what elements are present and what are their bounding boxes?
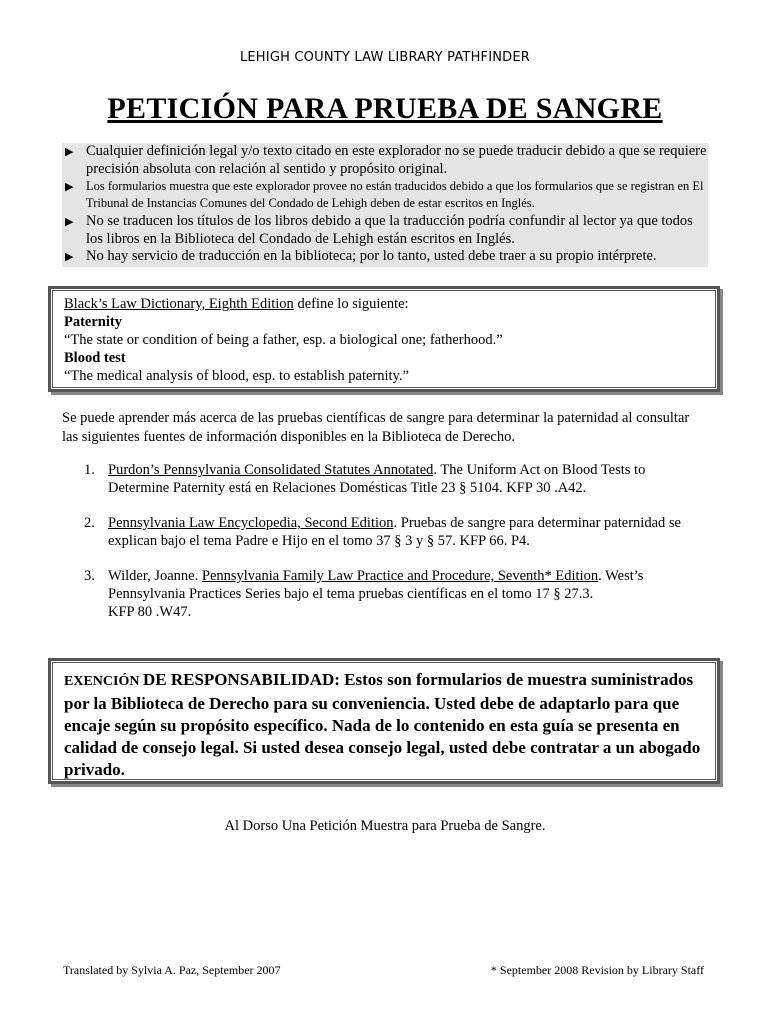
resource-item: [84, 567, 704, 621]
notice-item: [62, 248, 708, 266]
triangle-right-icon: ▶: [65, 215, 74, 228]
back-page-note: Al Dorso Una Petición Muestra para Prueba de Sangre.: [224, 818, 546, 834]
definition-paternity: “The state or condition of being a father, esp. a biological one; fatherhood.”: [64, 332, 503, 348]
translation-notice: [62, 143, 708, 267]
term-blood-test: Blood test: [64, 350, 126, 366]
resource-call-number: KFP 80 .W47.: [108, 604, 192, 620]
notice-item: [62, 143, 708, 178]
footer-translator: Translated by Sylvia A. Paz, September 2007: [63, 963, 281, 977]
definition-source: [64, 295, 503, 313]
notice-item: [62, 178, 708, 212]
notice-item: [62, 213, 708, 248]
disclaimer-box: [48, 658, 720, 784]
dictionary-suffix: define lo siguiente:: [293, 296, 409, 312]
dictionary-title: Black’s Law Dictionary, Eighth Edition: [64, 296, 294, 312]
resource-title: Pennsylvania Family Law Practice and Procedure, Seventh* Edition: [201, 568, 599, 584]
resource-number: 2.: [84, 515, 95, 531]
resource-number: 3.: [84, 568, 95, 584]
resource-number: 1.: [84, 462, 95, 478]
disclaimer-lead: EXENCIÓN: [64, 674, 143, 689]
triangle-right-icon: ▶: [65, 250, 74, 263]
resource-list: [84, 461, 704, 638]
triangle-right-icon: ▶: [65, 145, 74, 158]
resource-title: Purdon’s Pennsylvania Consolidated Statutes Annotated: [108, 462, 434, 478]
resource-text: . Pruebas de sangre para determinar paternidad se explican bajo el tema Padre e Hijo en el tomo 37 § 3 y § 57. KFP 66. P4.: [108, 515, 681, 549]
definitions-box: [48, 286, 720, 392]
intro-paragraph: Se puede aprender más acerca de las pruebas científicas de sangre para determinar la paternidad al consultar las siguientes fuentes de información disponibles en la Biblioteca de Derecho.: [62, 410, 690, 445]
resource-text: . West’s Pennsylvania Practices Series bajo el tema pruebas científicas en el tomo 17 § 27.3.: [108, 568, 644, 602]
resource-prefix: Wilder, Joanne.: [108, 568, 202, 584]
disclaimer-text: [64, 669, 704, 781]
page-title: PETICIÓN PARA PRUEBA DE SANGRE: [107, 92, 663, 125]
resource-item: [84, 514, 704, 550]
notice-text: Cualquier definición legal y/o texto citado en este explorador no se puede traducir debido a que se requiere precisión absoluta con relación al sentido y propósito original.: [86, 143, 707, 177]
resource-title: Pennsylvania Law Encyclopedia, Second Edition: [108, 515, 394, 531]
footer-revision: * September 2008 Revision by Library Staff: [490, 963, 704, 977]
resource-item: [84, 461, 704, 497]
disclaimer-body: DE RESPONSABILIDAD: Estos son formularios de muestra suministrados por la Biblioteca de Derecho para su conveniencia. Usted debe de adaptarlo para que encaje según su propósito específico. Nada de lo contenido en esta guía se presenta en calidad de consejo legal. Si usted desea consejo legal, usted debe contratar a un abogado privado.: [64, 670, 701, 779]
term-paternity: Paternity: [64, 314, 122, 330]
notice-text: No hay servicio de traducción en la biblioteca; por lo tanto, usted debe traer a su propio intérprete.: [86, 248, 657, 264]
notice-text: No se traducen los títulos de los libros debido a que la traducción podría confundir al lector ya que todos los libros en la Biblioteca del Condado de Lehigh están escritos en Inglés.: [86, 213, 693, 247]
notice-text: Los formularios muestra que este explorador provee no están traducidos debido a que los formularios que se registran en El Tribunal de Instancias Comunes del Condado de Lehigh deben de estar escritos en Inglés.: [86, 179, 704, 210]
document-header: LEHIGH COUNTY LAW LIBRARY PATHFINDER: [239, 50, 531, 65]
resource-text: . The Uniform Act on Blood Tests to Determine Paternity está en Relaciones Domésticas Title 23 § 5104. KFP 30 .A42.: [108, 462, 646, 496]
definition-blood-test: “The medical analysis of blood, esp. to establish paternity.”: [64, 368, 409, 384]
triangle-right-icon: ▶: [65, 180, 74, 193]
